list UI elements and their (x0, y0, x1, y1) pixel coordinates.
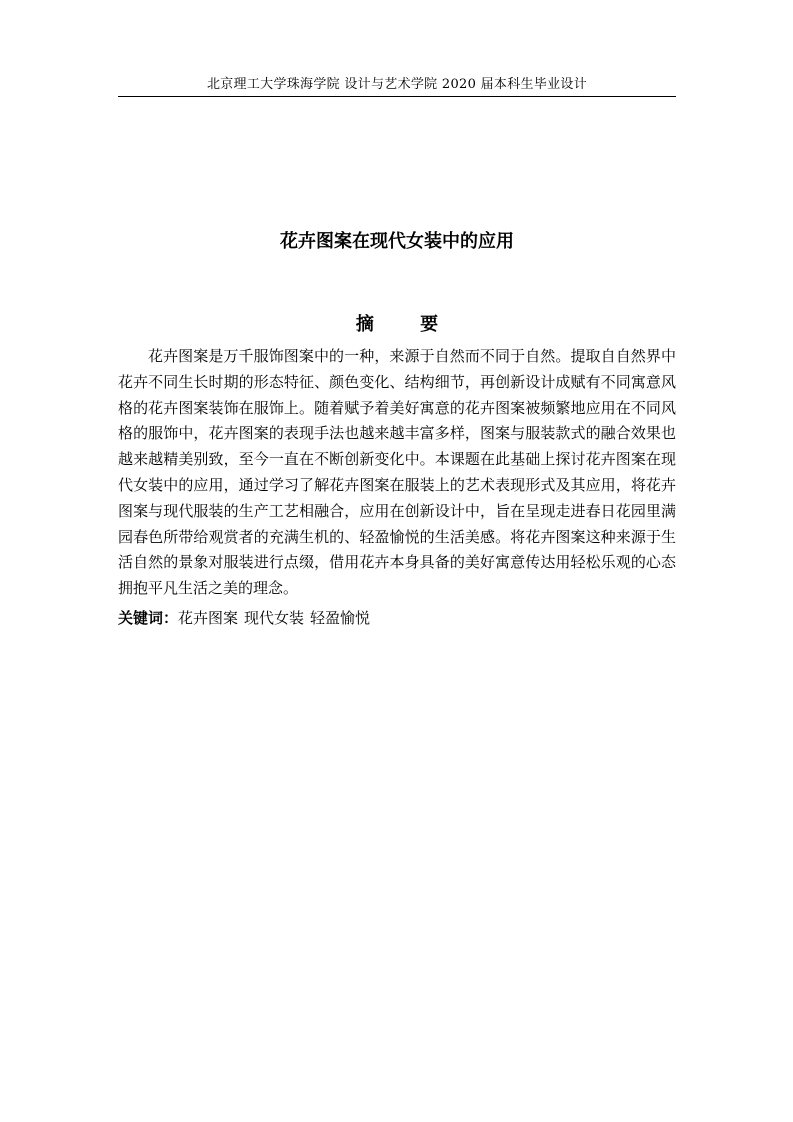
abstract-heading: 摘 要 (355, 314, 459, 335)
keyword-item: 花卉图案 (178, 609, 239, 627)
abstract-paragraph: 花卉图案是万千服饰图案中的一种，来源于自然而不同于自然。提取自自然界中花卉不同生长时期的形态特征、颜色变化、结构细节，再创新设计成赋有不同寓意风格的花卉图案装饰在服饰上。随着赋予着美好寓意的花卉图案被频繁地应用在不同风格的服饰中，花卉图案的表现手法也越来越丰富多样，图案与服装款式的融合效果也越来越精美别致，至今一直在不断创新变化中。本课题在此基础上探讨花卉图案在现代女装中的应用，通过学习了解花卉图案在服装上的艺术表现形式及其应用，将花卉图案与现代服装的生产工艺相融合，应用在创新设计中，旨在呈现走进春日花园里满园春色所带给观赏者的充满生机的、轻盈愉悦的生活美感。将花卉图案这种来源于生活自然的景象对服装进行点缀，借用花卉本身具备的美好寓意传达用轻松乐观的心态拥抱平凡生活之美的理念。 (118, 347, 676, 598)
running-header: 北京理工大学珠海学院 设计与艺术学院 2020 届本科生毕业设计 (206, 77, 588, 92)
document-title: 花卉图案在现代女装中的应用 (280, 231, 514, 252)
header-divider (118, 96, 676, 97)
keywords-label: 关键词： (118, 609, 179, 627)
keywords-line (118, 606, 676, 631)
keyword-item: 轻盈愉悦 (310, 609, 371, 627)
keyword-item: 现代女装 (244, 609, 305, 627)
